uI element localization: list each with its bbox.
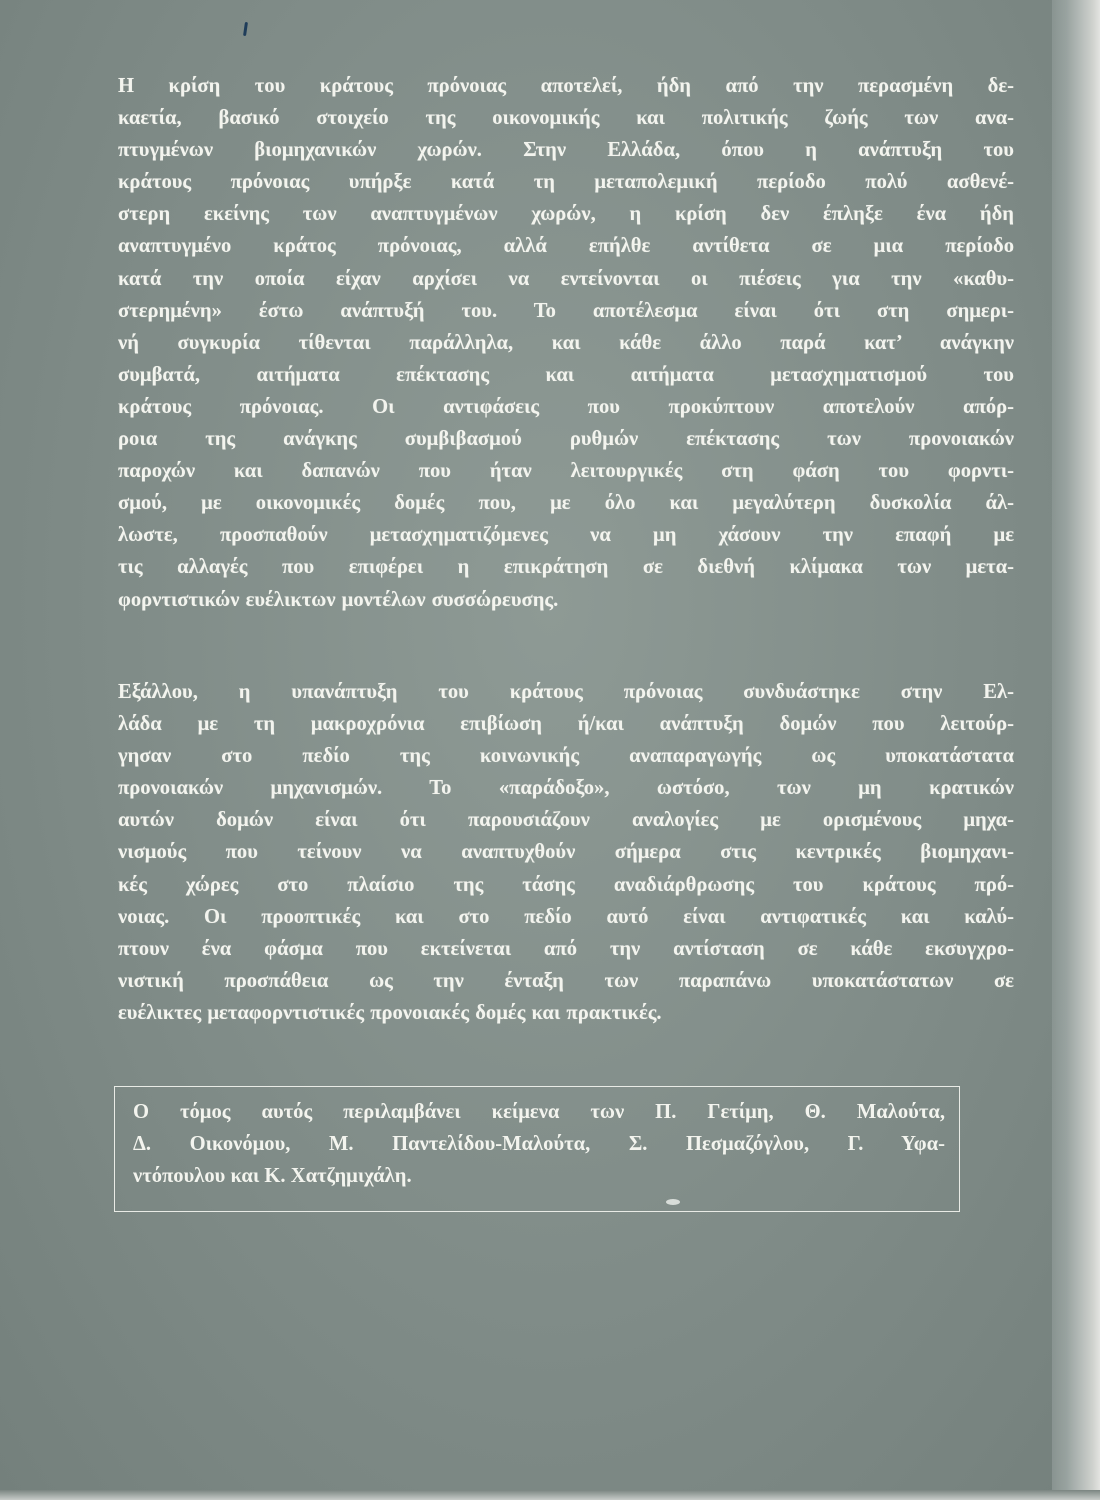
blurb-line: αυτών δομών είναι ότι παρουσιάζουν αναλογίες με ορισμένους μηχα- <box>118 809 1014 832</box>
blurb-line: συμβατά, αιτήματα επέκτασης και αιτήματα μετασχηματισμού του <box>118 363 1014 386</box>
blurb-line: αναπτυγμένο κράτος πρόνοιας, αλλά επήλθε αντίθετα σε μια περίοδο <box>118 235 1014 258</box>
blurb-line: τις αλλαγές που επιφέρει η επικράτηση σε διεθνή κλίμακα των μετα- <box>118 556 1014 579</box>
ink-mark <box>243 22 248 36</box>
blurb-paragraph-2 <box>118 676 1014 1029</box>
bottom-edge <box>0 1490 1100 1500</box>
blurb-line: στερημένη» έστω ανάπτυξή του. Το αποτέλεσμα είναι ότι στη σημερι- <box>118 299 1014 322</box>
spine-edge <box>1052 0 1100 1500</box>
contributors-line: ντόπουλου και Κ. Χατζημιχάλη. <box>133 1165 412 1188</box>
contributors-line: Δ. Οικονόμου, Μ. Παντελίδου-Μαλούτα, Σ. Πεσμαζόγλου, Γ. Υφα- <box>133 1133 945 1156</box>
blurb-line: κατά την οποία είχαν αρχίσει να εντείνονται οι πιέσεις για την «καθυ- <box>118 267 1014 290</box>
blurb-line: πτουν ένα φάσμα που εκτείνεται από την αντίσταση σε κάθε εκσυγχρο- <box>118 937 1014 960</box>
contributors-line: Ο τόμος αυτός περιλαμβάνει κείμενα των Π. Γετίμη, Θ. Μαλούτα, <box>133 1101 945 1123</box>
blurb-line: νοιας. Οι προοπτικές και στο πεδίο αυτό είναι αντιφατικές και καλύ- <box>118 905 1014 928</box>
blurb-line: λάδα με τη μακροχρόνια επιβίωση ή/και ανάπτυξη δομών που λειτούρ- <box>118 713 1014 736</box>
scuff-mark <box>666 1199 680 1205</box>
blurb-line: γησαν στο πεδίο της κοινωνικής αναπαραγωγής ως υποκατάστατα <box>118 745 1014 768</box>
blurb-line: παροχών και δαπανών που ήταν λειτουργικές στη φάση του φορντι- <box>118 460 1014 483</box>
blurb-line: νιστική προσπάθεια ως την ένταξη των παραπάνω υποκατάστατων σε <box>118 969 1014 992</box>
blurb-line: νισμούς που τείνουν να αναπτυχθούν σήμερα στις κεντρικές βιομηχανι- <box>118 841 1014 864</box>
blurb-line: κές χώρες στο πλαίσιο της τάσης αναδιάρθρωσης του κράτους πρό- <box>118 873 1014 896</box>
blurb-line: σμού, με οικονομικές δομές που, με όλο και μεγαλύτερη δυσκολία άλ- <box>118 492 1014 515</box>
blurb-line: Η κρίση του κράτους πρόνοιας αποτελεί, ήδη από την περασμένη δε- <box>118 75 1014 97</box>
blurb-line: κράτους πρόνοιας. Οι αντιφάσεις που προκύπτουν αποτελούν απόρ- <box>118 395 1014 418</box>
blurb-line: κράτους πρόνοιας υπήρξε κατά τη μεταπολεμική περίοδο πολύ ασθενέ- <box>118 171 1014 194</box>
blurb-line: φορντιστικών ευέλικτων μοντέλων συσσώρευσης. <box>118 588 559 611</box>
blurb-line: λωστε, προσπαθούν μετασχηματιζόμενες να μη χάσουν την επαφή με <box>118 524 1014 547</box>
blurb-line: Εξάλλου, η υπανάπτυξη του κράτους πρόνοιας συνδυάστηκε στην Ελ- <box>118 681 1014 703</box>
blurb-line: νή συγκυρία τίθενται παράλληλα, και κάθε άλλο παρά κατ’ ανάγκην <box>118 331 1014 354</box>
blurb-line: προνοιακών μηχανισμών. Το «παράδοξο», ωστόσο, των μη κρατικών <box>118 777 1014 800</box>
blurb-line: ροια της ανάγκης συμβιβασμού ρυθμών επέκτασης των προνοιακών <box>118 428 1014 451</box>
blurb-paragraph-1 <box>118 70 1014 616</box>
contributors-box <box>114 1086 960 1212</box>
blurb-line: καετία, βασικό στοιχείο της οικονομικής και πολιτικής ζωής των ανα- <box>118 107 1014 130</box>
blurb-line: στερη εκείνης των αναπτυγμένων χωρών, η κρίση δεν έπληξε ένα ήδη <box>118 203 1014 226</box>
blurb-line: πτυγμένων βιομηχανικών χωρών. Στην Ελλάδα, όπου η ανάπτυξη του <box>118 139 1014 162</box>
blurb-line: ευέλικτες μεταφορντιστικές προνοιακές δομές και πρακτικές. <box>118 1001 662 1024</box>
